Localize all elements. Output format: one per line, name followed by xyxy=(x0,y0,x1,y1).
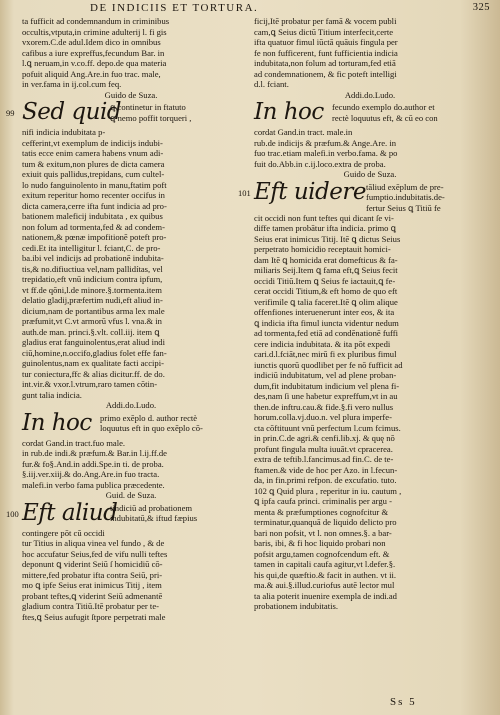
text-line: occidi Titiū.Item ꝗ Seius fe iactauit,ꝗ fe- xyxy=(254,275,396,286)
text-line: verifimile ꝗ talia faceret.Itē ꝗ olim alique xyxy=(254,296,398,307)
text-line: fuo trac.etiam malefi.in verbo.fama. & po xyxy=(254,148,398,158)
text-line: d.l. fciant. xyxy=(254,79,289,89)
section-100-heading xyxy=(6,499,240,528)
section-inhoc-body xyxy=(22,438,240,491)
text-line: ꝗ indicia ifta fimul iuncta videntur nedum xyxy=(254,317,399,328)
left-top-lines xyxy=(22,16,240,90)
right-column xyxy=(238,16,486,612)
text-line: in ver.fama in ij.col.cum feq. xyxy=(22,79,122,89)
text-line: ma.& aui.§.illud.curiofus autē lector mul xyxy=(254,580,395,590)
text-line: iunctis quorū quodlibet per fe nō fufficit ad xyxy=(254,359,403,370)
section-initial: Eft uidere xyxy=(254,178,366,205)
text-line: indubitata,non folum ad torturam,fed etiā xyxy=(254,58,396,68)
section-inhoc-body xyxy=(254,127,486,169)
text-line: des,nam ſi une habetur expreffum,vt in au xyxy=(254,391,398,401)
text-line: in rub.de indi.& præfum.& Bar.in l.ij.ff.de xyxy=(22,448,167,458)
text-line: cari.d.l.fciāt,nec mirū fi ex pluribus fimul xyxy=(254,349,397,359)
text-line: dicium,nam de portantibus arma lex male xyxy=(22,305,165,316)
section-initial: In hoc xyxy=(254,99,324,125)
text-line: fumptio.indubitatis.de- xyxy=(366,192,445,202)
text-line: ftes,ꝗ Seius aufugit ſtpore perpetrati male xyxy=(22,611,166,622)
running-head xyxy=(0,2,500,16)
text-line: pofsit argu,tamen cognofcendum eft. & xyxy=(254,548,390,559)
page-number: 325 xyxy=(472,2,490,13)
text-line: ciū,homine,n.occifo,gladius folet effe fan- xyxy=(22,347,167,358)
signature-addi: Addi.do.Ludo. xyxy=(105,400,157,410)
text-line: 102 ꝗ Quid plura , reperitur in iu. cautum , xyxy=(254,485,402,496)
text-line: cedi.Et ita intelligitur l. fciant,C. de pro- xyxy=(22,242,161,253)
text-line: contingere pōt cū occidi xyxy=(22,527,105,538)
section-head-lines xyxy=(100,413,203,434)
text-line: gunt talia indicia. xyxy=(22,389,82,400)
section-initial: Sed quid xyxy=(22,99,122,125)
text-line: ifta quatuor fimul iūctā quāuis fingula per xyxy=(254,37,398,47)
text-line: cordat Gand.in tract. male.in xyxy=(254,127,353,137)
text-line: fertur Seius ꝗ Titiū fe xyxy=(366,202,441,213)
text-line: tum & exitum,non plures de dicta camera xyxy=(22,158,165,169)
text-line: cam,ꝗ Seius dictū Titium interfecit,certe xyxy=(254,26,394,37)
text-line: ꝗ continetur in ftatuto xyxy=(110,102,186,112)
text-line: lo nudo fanguinolento in manu,ftatim poft xyxy=(22,179,167,190)
section-inhoc-heading xyxy=(22,409,240,438)
text-line: profunt fingula multa iuuāt.vt cpracerea. xyxy=(254,443,393,454)
text-line: diffe tamen probātur ifta indicia. primo ꝗ xyxy=(254,223,397,233)
text-line: exiuit quis pallidus,trepidans, cum cultel- xyxy=(22,169,165,179)
text-line: probant teftes,ꝗ viderint Seiū admenantē xyxy=(22,590,163,601)
text-line: tamen in capitali caufa agitur,vt l.defer.§. xyxy=(254,559,396,569)
text-line: extra de teftib.l.fancimus.ad fin.C. de te- xyxy=(254,454,394,464)
text-line: miliaris Seij.Item ꝗ fama eft,ꝗ Seius fecit xyxy=(254,265,398,275)
text-line: fur.& fo§.And.in addi.Spe.in ti. de proba. xyxy=(22,458,164,469)
text-line: bationem maleficij indubitata , ex quibus xyxy=(22,211,163,221)
text-line: cere indicia indubitata. & ita pōt expedi xyxy=(254,338,391,349)
section-number: 99 xyxy=(6,108,15,118)
text-line: perpetrato homicidio receptauit homici- xyxy=(254,244,391,254)
text-line: dum,fit indubitatum indicium vel plena fi- xyxy=(254,380,400,391)
section-number: 100 xyxy=(6,508,19,519)
text-line: loquutus eft in quo exēplo cō- xyxy=(100,423,203,433)
section-100-body xyxy=(22,528,240,623)
text-line: int.vir.& vxor.l.vtrum,raro tamen cōtin- xyxy=(22,379,158,389)
text-line: tatis ecce enim camera habens vnum adi- xyxy=(22,148,164,158)
text-line: in prin.C.de agri.& cenfi.lib.xj. & quę nō xyxy=(254,433,395,443)
text-line: cerat occidi Titium,& eft homo de quo eft xyxy=(254,286,398,296)
text-line: bari non pofsit, vt l. non omnes.§. a bar- xyxy=(254,527,392,538)
text-line: tur Titius in aliqua vinea vel fundo , & de xyxy=(22,538,165,548)
text-line: cit occidi non funt teftes qui dicant ſe vi- xyxy=(254,212,394,223)
text-line: deponunt ꝗ viderint Seiū ſ homicidiū cō- xyxy=(22,559,163,569)
text-line: primo exēplo d. author rectè xyxy=(100,412,198,423)
text-line: dam Itē ꝗ homicida erat domefticus & fa- xyxy=(254,254,398,265)
text-line: tāliud exēplum de pre- xyxy=(366,181,444,192)
text-line: gladium contra Titiū.Itē probatur per te- xyxy=(22,601,159,611)
section-head-lines xyxy=(110,503,197,524)
text-line: vxorem.C.de adul.Idem dico in omnibus xyxy=(22,37,161,47)
text-line: pofuit aliquid Ang.Are.in fuo trac. male, xyxy=(22,68,161,79)
text-line: then.de inftru.cau.& fide.§.fi vero nullus xyxy=(254,401,394,412)
text-line: §.iij.ver.xiij.& do.Ang.Are.in fuo tracta. xyxy=(22,469,160,479)
signature-addi: Addi.do.Ludo. xyxy=(344,89,396,100)
text-line: fecundo exemplo do.author et xyxy=(332,102,435,112)
text-line: vt ff.de qōni,l.de minore.§.tormenta.item xyxy=(22,284,162,295)
text-line: nationem,& pœnæ impofitionē poteft pro- xyxy=(22,232,167,242)
text-line: probationem indubitatis. xyxy=(254,601,339,611)
text-line: offenfiones interuenerunt inter eos, & ita xyxy=(254,307,395,317)
text-line: dicta camera,cerre ifta funt indicia ad pro- xyxy=(22,200,167,211)
text-line: baris, ibi, & fi hoc liquido probari non xyxy=(254,538,386,548)
text-line: cafibus a iure expreffus,fecundum Bar. in xyxy=(22,47,165,58)
text-line: mittere,fed probatur ifta contra Seiū, pri- xyxy=(22,569,163,580)
section-99-body xyxy=(22,127,240,400)
text-line: cta cōftituunt vnū perfectum l.cum fcimus. xyxy=(254,422,401,433)
text-line: hoc accufatur Seius,fed de vifu nulli teftes xyxy=(22,548,168,559)
text-line: exitum reperitur homo recenter occifus in xyxy=(22,190,165,200)
text-line: fe non fufficerent, funt fufficientia indicia xyxy=(254,47,398,58)
text-line: cordat Gand.in tract.fuo male. xyxy=(22,437,126,448)
signature-guido: Guido de Suza. xyxy=(104,89,158,100)
text-line: auth.de man. princi.§.vlt. coll.iij. item ꝗ xyxy=(22,326,160,337)
text-line: ꝗ nemo poffit torqueri , xyxy=(110,112,192,123)
text-line: tur coniectura,ffc & alias dicitur.ff. de do. xyxy=(22,368,165,379)
section-101-heading xyxy=(238,178,486,213)
section-102-body xyxy=(254,486,486,612)
text-line: mo ꝗ ipfe Seius erat inimicus Titij , item xyxy=(22,580,162,590)
text-line: non folum ad tormenta,fed & ad condem- xyxy=(22,221,165,232)
section-99-heading xyxy=(6,99,240,127)
text-line: gladius erat fanguinolentus,erat aliud indi xyxy=(22,337,165,347)
section-head-lines xyxy=(110,102,191,123)
text-line: ta fufficit ad condemnandum in criminibus xyxy=(22,16,170,26)
text-line: menta & præfumptiones cognofcitur & xyxy=(254,506,389,517)
signature-guido: Guido de Suza. xyxy=(343,169,397,179)
text-line: ad tormenta,fed etiā ad condēnationē fuffi xyxy=(254,328,398,338)
text-line: occultis,vtputa,in crimine adulterij l. fi gis xyxy=(22,26,167,37)
text-line: l.ꝗ neruam,in v.co.ff. depo.de qua materia xyxy=(22,58,167,68)
text-line: ad condemnationem, & fic poteft intelligi xyxy=(254,68,397,79)
text-line: da, in fin.primi refpon. de excufatio. tuto. xyxy=(254,475,397,485)
text-line: nifi indicia indubitata p- xyxy=(22,127,106,137)
section-number: 101 xyxy=(238,187,251,198)
text-line: ba.ibi vel indicijs ad probationē indubita- xyxy=(22,253,164,263)
text-line: ta alia poterit inuenire exempla de indi.ad xyxy=(254,590,397,601)
text-line: ꝗ ipfa caufa princi. criminalis per argu - xyxy=(254,496,392,506)
text-line: fuit do.Abb.in c.ij.loco.extra de proba. xyxy=(254,158,386,169)
text-line: præfumit,vt C.vt armorū vfus l. vna.& in xyxy=(22,316,162,326)
text-line: indiciū indubitatum, vel ad plene proban- xyxy=(254,370,397,380)
catchword: Ss 5 xyxy=(390,696,417,708)
text-line: tis,& no.difiuctiua vel,nam pallidítas, vel xyxy=(22,263,163,274)
section-inhoc-heading xyxy=(254,101,486,127)
text-line: tindiciū ad probationem xyxy=(110,502,193,513)
text-line: malefi.in verbo fama publica præcedente. xyxy=(22,479,165,490)
text-line: trepidatio,eft vnū indicium contra ipfum, xyxy=(22,274,163,284)
section-head-lines xyxy=(366,182,445,214)
text-line: terminatur,quanquā de liquido delicto pro xyxy=(254,517,397,527)
text-line: guinolentus,nam ex qualitate facti accipi- xyxy=(22,358,164,368)
text-line: horum.colla.vj.duo.n. vel plura imperfe- xyxy=(254,412,392,422)
text-line: Seius erat inimicus Titij. Itē ꝗ dictus Seius xyxy=(254,233,401,244)
text-line: ftamen.& vide de hoc per Azo. in l.fecun- xyxy=(254,464,398,475)
left-column xyxy=(6,16,240,622)
text-line: rub.de indicijs & præfum.& Ange.Are. in xyxy=(254,137,397,148)
text-line: delatio gladij,præfertim nudi,eft aliud in- xyxy=(22,295,163,305)
running-title: DE INDICIIS ET TORTURA. xyxy=(90,2,259,14)
section-initial: Eft aliud xyxy=(22,499,118,526)
section-101-body xyxy=(254,213,486,486)
text-line: cefferint,vt exemplum de indicijs indubi- xyxy=(22,137,163,148)
text-line: indubitatū,& iftud fæpius xyxy=(110,513,198,523)
section-head-lines xyxy=(332,102,438,123)
text-line: ficij,Itē probatur per famā & vocem publi xyxy=(254,16,397,26)
signature-guido: Guid. de Suza. xyxy=(105,490,157,500)
section-initial: In hoc xyxy=(22,409,92,436)
right-top-lines xyxy=(254,16,486,90)
text-line: rectè loquutus eft, & cū eo con xyxy=(332,112,438,123)
text-line: his qui,de quæftio.& facit in authen. vt ii. xyxy=(254,569,397,580)
